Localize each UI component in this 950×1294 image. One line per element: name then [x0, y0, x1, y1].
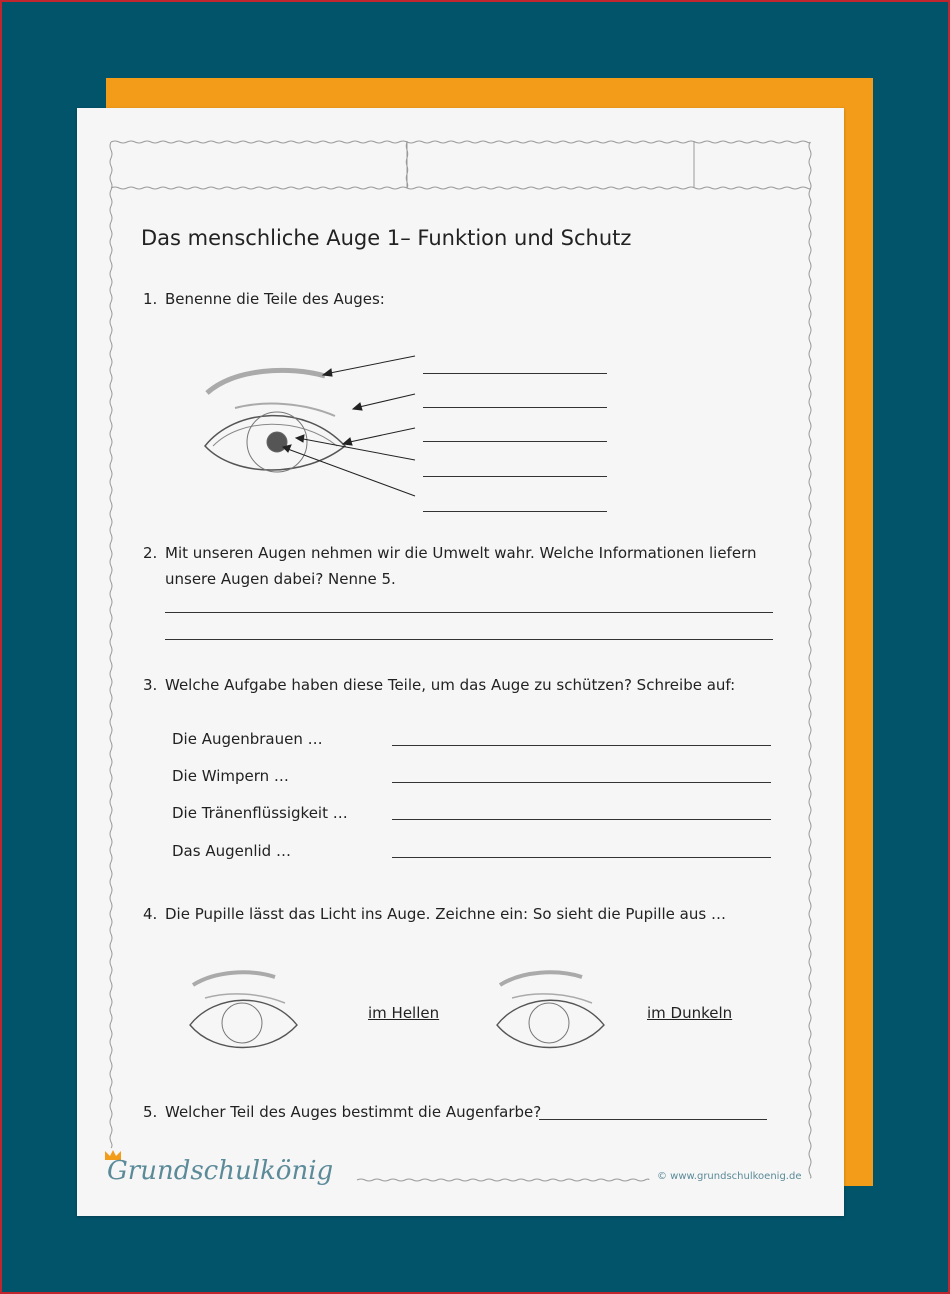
q3-item-eyelashes: Die Wimpern …	[172, 767, 289, 785]
answer-line-1[interactable]	[423, 373, 607, 374]
worksheet	[77, 108, 844, 1216]
copyright-text: © www.grundschulkoenig.de	[657, 1171, 802, 1182]
question-3-text: Welche Aufgabe haben diese Teile, um das Auge zu schützen? Schreibe auf:	[165, 676, 736, 694]
answer-line-2[interactable]	[423, 407, 607, 408]
logo-text: Grundschulkönig	[107, 1156, 334, 1186]
question-3-number: 3.	[143, 676, 158, 694]
answer-line-q3-1[interactable]	[392, 745, 771, 746]
q3-item-eyebrows: Die Augenbrauen …	[172, 730, 323, 748]
question-1-number: 1.	[143, 290, 158, 308]
answer-line-4[interactable]	[423, 476, 607, 477]
answer-line-q5[interactable]	[539, 1119, 767, 1120]
answer-line-5[interactable]	[423, 511, 607, 512]
q3-item-tears: Die Tränenflüssigkeit …	[172, 804, 348, 822]
answer-line-3[interactable]	[423, 441, 607, 442]
label-im-hellen: im Hellen	[368, 1004, 440, 1022]
q3-item-eyelid: Das Augenlid …	[172, 842, 291, 860]
question-5-text: Welcher Teil des Auges bestimmt die Augenfarbe?	[165, 1103, 542, 1121]
question-4-number: 4.	[143, 905, 158, 923]
question-2-number: 2.	[143, 544, 158, 562]
eye-dark-icon	[492, 963, 617, 1058]
answer-line-q2-1[interactable]	[165, 612, 773, 613]
answer-line-q3-3[interactable]	[392, 819, 771, 820]
question-1-text: Benenne die Teile des Auges:	[165, 290, 385, 308]
question-2-text-line2: unsere Augen dabei? Nenne 5.	[165, 570, 396, 588]
answer-line-q2-2[interactable]	[165, 639, 773, 640]
question-2-text-line1: Mit unseren Augen nehmen wir die Umwelt wahr. Welche Informationen liefern	[165, 544, 757, 562]
question-4-text: Die Pupille lässt das Licht ins Auge. Zeichne ein: So sieht die Pupille aus …	[165, 905, 726, 923]
question-5-number: 5.	[143, 1103, 158, 1121]
page-title: Das menschliche Auge 1– Funktion und Schutz	[141, 226, 632, 250]
answer-line-q3-2[interactable]	[392, 782, 771, 783]
label-im-dunkeln: im Dunkeln	[647, 1004, 733, 1022]
answer-line-q3-4[interactable]	[392, 857, 771, 858]
eye-diagram-icon	[195, 348, 425, 508]
eye-bright-icon	[185, 963, 310, 1058]
